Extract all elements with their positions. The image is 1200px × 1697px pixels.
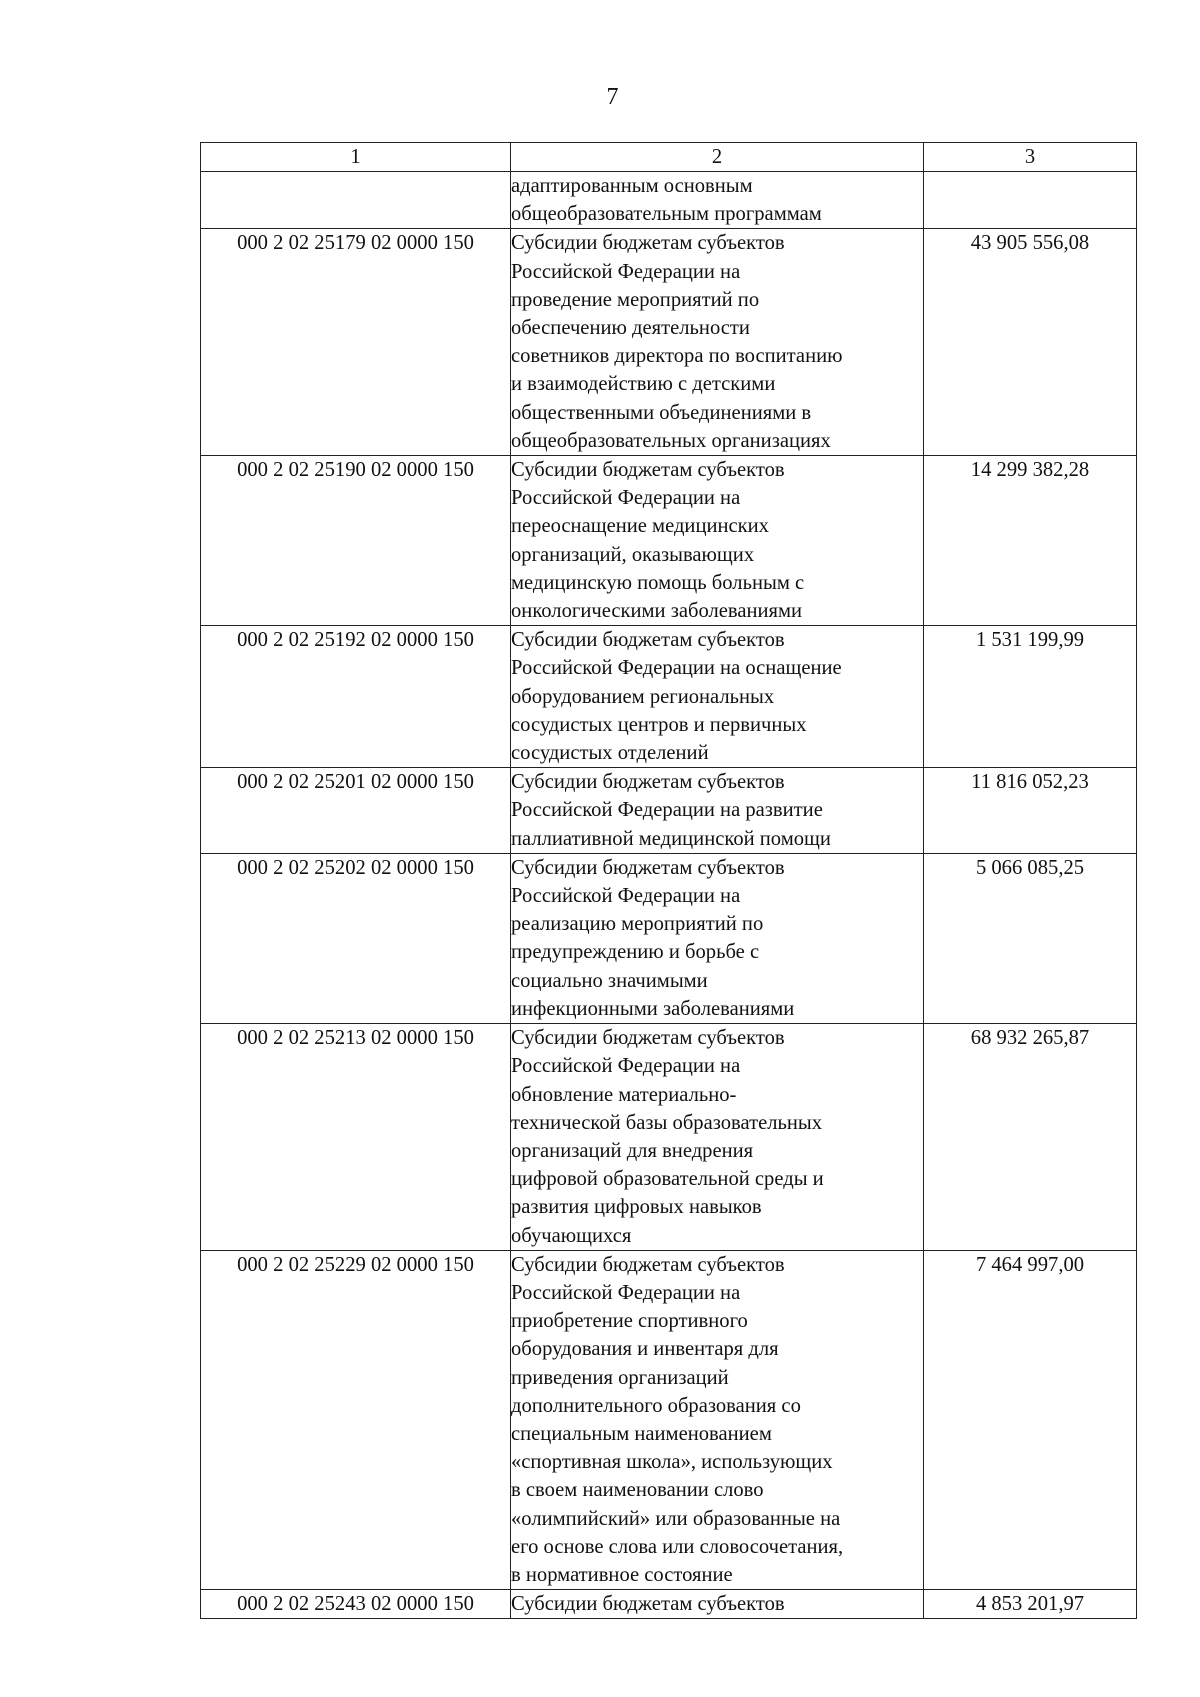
amount <box>924 172 1137 229</box>
budget-table <box>200 142 1137 1619</box>
table-header-row <box>201 143 1137 172</box>
budget-code: 000 2 02 25201 02 0000 150 <box>201 768 511 854</box>
amount: 1 531 199,99 <box>924 626 1137 768</box>
amount: 11 816 052,23 <box>924 768 1137 854</box>
row-description: Субсидии бюджетам субъектов Российской Федерации на переоснащение медицинских организаций, оказывающих медицинскую помощь больным с онкологическими заболеваниями <box>511 456 924 626</box>
row-description: Субсидии бюджетам субъектов <box>511 1590 924 1619</box>
budget-code: 000 2 02 25213 02 0000 150 <box>201 1024 511 1251</box>
table-row <box>201 768 1137 854</box>
row-description: Субсидии бюджетам субъектов Российской Федерации на обновление материально- технической базы образовательных организаций для внедрения цифровой образовательной среды и развития цифровых навыков обучающихся <box>511 1024 924 1251</box>
column-header-3: 3 <box>924 143 1137 172</box>
budget-code: 000 2 02 25190 02 0000 150 <box>201 456 511 626</box>
amount: 43 905 556,08 <box>924 229 1137 456</box>
amount: 68 932 265,87 <box>924 1024 1137 1251</box>
amount: 4 853 201,97 <box>924 1590 1137 1619</box>
table-row <box>201 1590 1137 1619</box>
column-header-2: 2 <box>511 143 924 172</box>
budget-code: 000 2 02 25192 02 0000 150 <box>201 626 511 768</box>
amount: 7 464 997,00 <box>924 1250 1137 1589</box>
page-number: 7 <box>606 84 619 110</box>
table-row <box>201 1024 1137 1251</box>
budget-code <box>201 172 511 229</box>
amount: 14 299 382,28 <box>924 456 1137 626</box>
amount: 5 066 085,25 <box>924 853 1137 1023</box>
budget-code: 000 2 02 25179 02 0000 150 <box>201 229 511 456</box>
table-row <box>201 456 1137 626</box>
table-row <box>201 229 1137 456</box>
table-row <box>201 1250 1137 1589</box>
budget-code: 000 2 02 25243 02 0000 150 <box>201 1590 511 1619</box>
table-row <box>201 626 1137 768</box>
row-description: адаптированным основным общеобразовательным программам <box>511 172 924 229</box>
column-header-1: 1 <box>201 143 511 172</box>
table-row <box>201 172 1137 229</box>
row-description: Субсидии бюджетам субъектов Российской Федерации на оснащение оборудованием региональных сосудистых центров и первичных сосудистых отделений <box>511 626 924 768</box>
table-row <box>201 853 1137 1023</box>
row-description: Субсидии бюджетам субъектов Российской Федерации на реализацию мероприятий по предупреждению и борьбе с социально значимыми инфекционными заболеваниями <box>511 853 924 1023</box>
budget-code: 000 2 02 25202 02 0000 150 <box>201 853 511 1023</box>
row-description: Субсидии бюджетам субъектов Российской Федерации на развитие паллиативной медицинской помощи <box>511 768 924 854</box>
row-description: Субсидии бюджетам субъектов Российской Федерации на проведение мероприятий по обеспечению деятельности советников директора по воспитанию и взаимодействию с детскими общественными объединениями в общеобразовательных организациях <box>511 229 924 456</box>
budget-code: 000 2 02 25229 02 0000 150 <box>201 1250 511 1589</box>
row-description: Субсидии бюджетам субъектов Российской Федерации на приобретение спортивного оборудования и инвентаря для приведения организаций дополнительного образования со специальным наименованием «спортивная школа», использующих в своем наименовании слово «олимпийский» или образованные на его основе слова или словосочетания, в нормативное состояние <box>511 1250 924 1589</box>
